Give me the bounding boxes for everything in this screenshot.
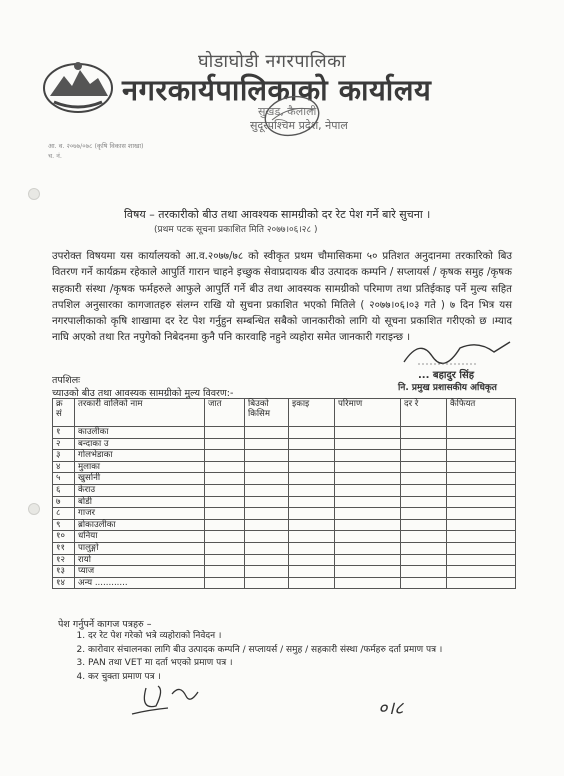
col-header-unit: इकाइ — [289, 399, 335, 427]
municipality-name: घोडाघोडी नगरपालिका — [198, 51, 347, 72]
table-intro — [52, 374, 233, 400]
table-row: १ काउलीका — [53, 427, 516, 439]
table-row: ६ केराउ — [53, 484, 516, 496]
list-item: 3. PAN तथा VET मा दर्ता भएको प्रमाण पत्र । — [88, 657, 442, 671]
table-row: १४ अन्य ............ — [53, 577, 516, 589]
address-line-2: सुदूरपश्चिम प्रदेश, नेपाल — [250, 119, 348, 132]
subject-note: (प्रथम पटक सूचना प्रकाशित मिति २०७७।०६।२८ ) — [154, 225, 318, 235]
list-item: 4. कर चुक्ता प्रमाण पत्र । — [88, 671, 442, 685]
col-header-crop-name: तरकारी वालिको नाम — [75, 399, 205, 427]
table-caption: च्याउको बीउ तथा आवस्यक सामग्रीको मुल्य विवरण:- — [52, 388, 234, 399]
handwritten-mark: ०।८ — [378, 698, 404, 719]
signatory-title: नि. प्रमुख प्रशासकीय अधिकृत — [398, 383, 497, 393]
table-row: ४ मुलाका — [53, 461, 516, 473]
subject-line: विषय – तरकारीको बीउ तथा आवश्यक सामग्रीको दर रेट पेश गर्ने बारे सुचना । — [124, 208, 431, 221]
col-header-rate: दर रे — [401, 399, 447, 427]
table-row: ३ गोलभेडाका — [53, 450, 516, 462]
office-stamp — [262, 94, 322, 138]
table-row: १३ प्याज — [53, 566, 516, 578]
fiscal-year-ref: आ. व. २०७७/०७८ (कृषि विकास शाखा) — [48, 142, 144, 150]
table-row: २ बन्दाका उ — [53, 438, 516, 450]
office-title: नगरकार्यपालिकाको कार्यालय — [122, 73, 432, 107]
col-header-variety: जात — [205, 399, 245, 427]
col-header-seed-type: बिउको किसिम — [245, 399, 289, 427]
list-item: 1. दर रेट पेश गरेको भत्रे व्यहोराको निवेदन । — [88, 630, 442, 644]
col-header-remarks: कैफियत — [447, 399, 516, 427]
signatory-name: ... बहादुर सिंह — [418, 370, 475, 381]
price-details-table — [52, 398, 516, 589]
handwritten-signature — [398, 334, 518, 368]
table-row: १२ रायो — [53, 554, 516, 566]
table-row: ७ बोडी — [53, 496, 516, 508]
address-line-1: सुखड, कैलाली — [258, 105, 317, 118]
table-row: ८ गाजर — [53, 508, 516, 520]
table-intro-label: तपशिलः — [52, 375, 81, 386]
col-header-quantity: परिमाण — [335, 399, 401, 427]
table-row: १० धनिया — [53, 531, 516, 543]
nepal-emblem-logo — [40, 58, 116, 114]
required-docs-title: पेश गर्नुपर्ने कागज पत्रहरु – — [58, 619, 152, 630]
required-docs-list — [58, 630, 442, 684]
table-row: ५ खुर्सानी — [53, 473, 516, 485]
list-item: 2. कारोवार संचालनका लागि बीउ उत्पादक कम्पनि / सप्लायर्स / समुह / सहकारी संस्था /फर्महरु दर्ता प्रमाण पत्र । — [88, 644, 442, 658]
initial-scribble — [128, 680, 218, 720]
ref-number: च. नं. — [48, 152, 62, 160]
table-row: ९ ब्रोकाउलीका — [53, 519, 516, 531]
punch-hole — [28, 503, 40, 515]
notice-body: उपरोक्त विषयमा यस कार्यालयको आ.व.२०७७/७८ को स्वीकृत प्रथम चौमासिकमा ५० प्रतिशत अनुदानमा तरकारिको बिउ वितरण गर्ने कार्यक्रम रहेकाले आपुर्ति गारान चाहने इच्छुक सेवाप्रदायक बीउ उत्पादक कम्पनि / सप्लायर्स / कृषक समुह /कृषक सहकारी संस्था /कृषक फर्महरुले आफुले आपुर्ति गर्ने बीउ तथा आवस्यक सामग्रीको परिमाण तथा प्रतिईकाइ पर्ने मुल्य सहित तपशिल अनुसारका कागजातहरु संलग्न राखि यो सुचना प्रकाशित भएको मितिले ( २०७७।०६।०३ गते ) ७ दिन भित्र यस नगरपालीकाको कृषि शाखामा दर रेट पेश गर्नुहुन सम्बन्धित सबैको जानकारीको लागि यो सूचना प्रकाशित गरीएको छ ।म्याद नाघि अएको तथा रित नपुगेको निबेदनमा कुनै पनि कारवाहि नहुने व्यहोरा समेत जानकारी गराइन्छ । — [52, 251, 512, 344]
col-header-sn: क्र सं — [53, 399, 75, 427]
table-row: ११ पालुङ्गो — [53, 542, 516, 554]
punch-hole — [28, 188, 40, 200]
table-header-row — [53, 399, 516, 427]
